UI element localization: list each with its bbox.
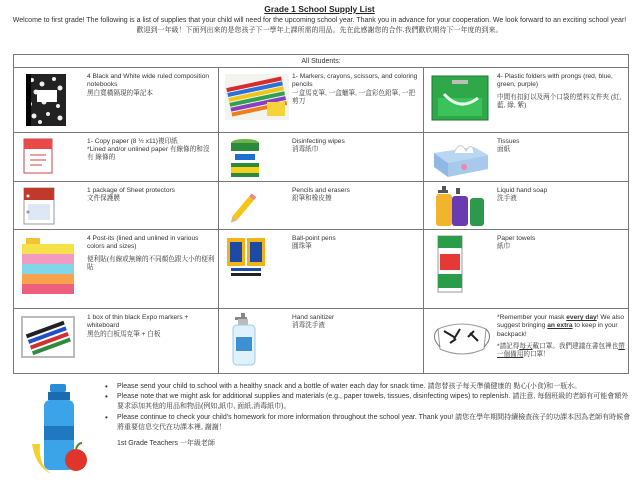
item-chinese: 圓珠筆 (292, 243, 312, 251)
item-english: Ball-point pens (292, 235, 336, 243)
mask-note-chinese (497, 343, 625, 359)
copy-paper-icon (20, 137, 60, 177)
item-chinese: 消毒洗手液 (292, 322, 325, 330)
notes-list (117, 382, 632, 433)
item-chinese: 黑白寬橫隔現的筆記本 (87, 89, 153, 97)
item-english: 1 box of thin black Expo markers + whiteboard (87, 314, 189, 330)
supply-cell (424, 132, 629, 181)
mask-note-text: 戴口罩。我們建議在書包裡也 (532, 342, 619, 350)
item-english: Paper towels (497, 235, 536, 243)
item-english: Disinfecting wipes (292, 137, 345, 145)
item-chinese: 洗手液 (497, 194, 517, 202)
mask-note-text: 的口罩！ (523, 350, 550, 358)
post-its-icon (20, 238, 80, 302)
mask-note-text: *Remember your mask (497, 314, 567, 322)
supply-cell (219, 132, 424, 181)
item-english: 4 Post-its (lined and unlined in various colors and sizes) (87, 235, 199, 251)
supply-cell (424, 309, 629, 374)
disinfecting-wipes-icon (225, 137, 265, 179)
item-chinese: 鉛筆和橡皮擦 (292, 194, 332, 202)
snack-water-bottle-icon (30, 380, 90, 478)
item-chinese: 中間有扣釘以及两个口袋的塑料文件夾 (紅, 藍, 綠, 紫) (497, 93, 622, 109)
mask-note-emphasis: an extra (547, 322, 573, 330)
intro-text (10, 16, 629, 35)
pencil-icon (225, 186, 265, 226)
intro-chinese: 歡迎到一年級！下面列出來的是您孩子下一學年上課所需的用品。先在此感謝您的合作.我們歡欣期待下一年度的到來。 (136, 26, 503, 34)
mask-note-emphasis: 帶一個備用 (497, 342, 625, 358)
hand-soap-icon (430, 186, 486, 228)
mask-note-text: to keep in your backpack! (497, 322, 618, 338)
item-chinese: 消毒紙巾 (292, 146, 319, 154)
supply-cell (424, 230, 629, 309)
list-item: • Please send your child to school with a healthy snack and a bottle of water each day for snack time. 請您替孩子每天準備健康的 點心(小食)和一瓶水。 (117, 382, 632, 392)
mask-note-emphasis: every day (566, 314, 597, 322)
supply-cell (14, 181, 219, 230)
supply-cell (14, 309, 219, 374)
notes-section (0, 380, 639, 494)
item-chinese: 紙巾 (497, 243, 511, 251)
supply-cell (424, 181, 629, 230)
signature: 1st Grade Teachers 一年級老師 (117, 440, 215, 447)
supply-cell (219, 309, 424, 374)
plastic-folder-icon (430, 72, 494, 128)
composition-notebook-icon (20, 72, 70, 128)
item-english: 1 package of Sheet protectors (87, 186, 175, 194)
item-chinese: 面紙 (497, 146, 511, 154)
table-header: All Students: (14, 55, 629, 68)
item-english: Hand sanitizer (292, 314, 335, 322)
item-english: 4 Black and White wide ruled composition notebooks (87, 73, 210, 89)
mask-note-emphasis: 每天 (519, 342, 533, 350)
supply-cell (219, 230, 424, 309)
item-chinese: 便利貼(有線或無線的不同顏色跟大小的便利貼 (87, 255, 215, 271)
mask-note-text: ! We also suggest bringing (497, 314, 625, 330)
page-title: Grade 1 School Supply List (264, 4, 375, 14)
mask-note-text: *請記得 (497, 342, 520, 350)
mask-note (497, 314, 625, 359)
item-english: Tissues (497, 137, 520, 145)
item-english: 1- Markers, crayons, scissors, and coloring pencils (292, 73, 418, 89)
supply-cell (219, 181, 424, 230)
sheet-protectors-icon (20, 186, 60, 228)
list-item: • Please continue to check your child's homework for more information throughout the school year. Thank you! 請您在學年期間持續檢查孩子的功課本因為老師有時候會將重要信息交代在功課本裡, 謝謝！ (117, 413, 632, 433)
item-english: 4- Plastic folders with prongs (red, blue, green, purple) (497, 73, 613, 89)
supply-table (13, 54, 629, 374)
supply-cell (219, 68, 424, 133)
item-english: 1- Copy paper (8 ½ x11)複印紙 (87, 137, 178, 145)
item-english: Liquid hand soap (497, 186, 548, 194)
item-chinese: 文件保護膜 (87, 194, 120, 202)
supply-cell (14, 230, 219, 309)
paper-towels-icon (430, 234, 470, 294)
supply-cell (14, 132, 219, 181)
list-item: • Please note that we might ask for additional supplies and materials (e.g., paper towels, tissues, disinfecting wipes) to replenish. 請注意, 每個班級的老師有可能會額外要求添加其他的用品和物品(例如,紙巾, 面紙,消毒紙巾)。 (117, 392, 632, 412)
item-english: Pencils and erasers (292, 186, 350, 194)
supply-cell (424, 68, 629, 133)
markers-crayons-icon (225, 72, 289, 124)
item-note: *Lined and/or unlined paper 有線條的和沒有 線條的 (87, 146, 210, 162)
item-chinese: 一盒馬克筆, 一盒蠟筆, 一盒彩色鉛筆, 一把剪刀 (292, 89, 416, 105)
hand-sanitizer-icon (225, 313, 265, 367)
tissue-box-icon (430, 137, 492, 179)
supply-cell (14, 68, 219, 133)
face-mask-icon (430, 313, 494, 363)
intro-english: Welcome to first grade! The following is a list of supplies that your child will need for the upcoming school year. Thank you in advance for your cooperation. We look forward to an exciting school year! (12, 17, 627, 24)
ballpoint-pens-icon (225, 234, 269, 280)
whiteboard-icon (20, 313, 78, 363)
item-chinese: 黑色的白板馬克筆 + 白板 (87, 330, 161, 338)
